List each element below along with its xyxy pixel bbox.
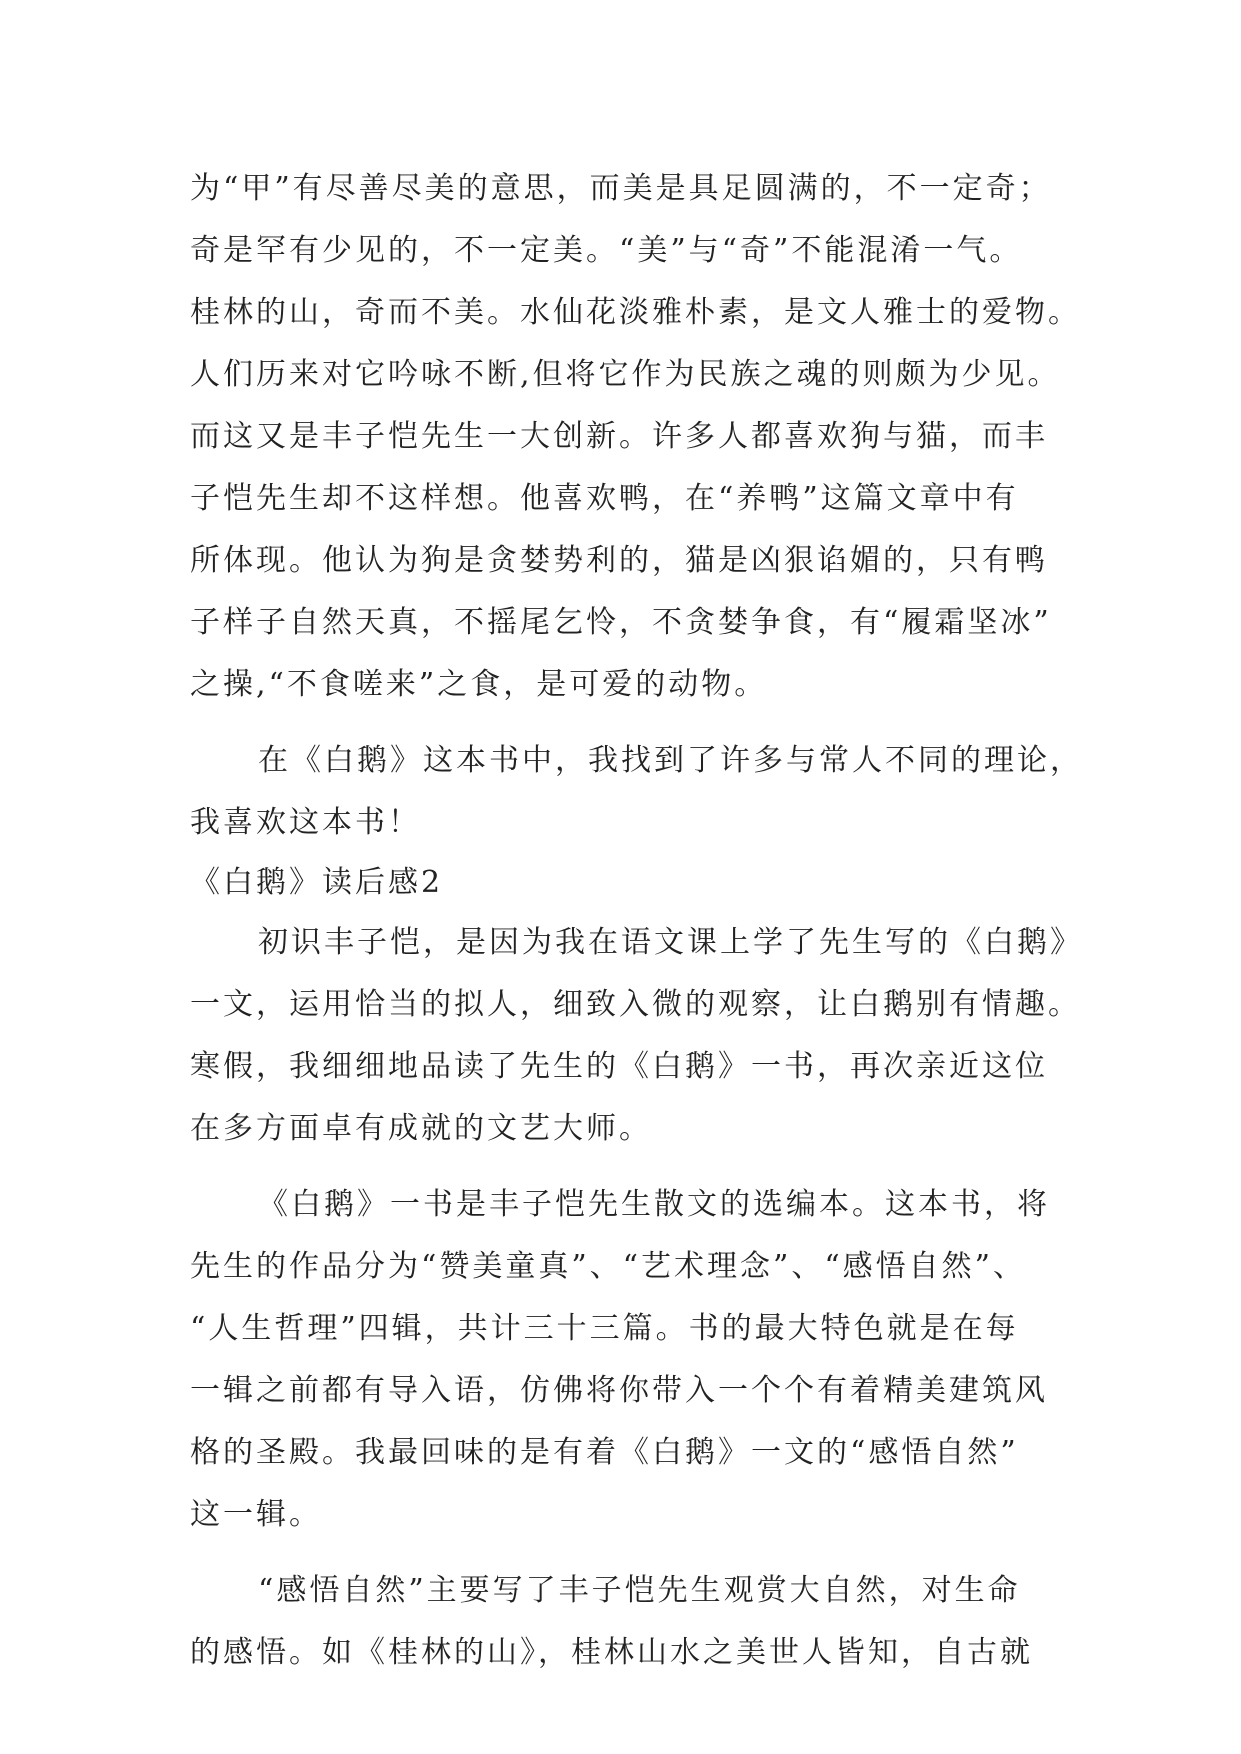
- text-line: 在《白鹅》这本书中，我找到了许多与常人不同的理论，: [258, 743, 1083, 778]
- text-line: 之操,“不食嗟来”之食，是可爱的动物。: [190, 667, 768, 702]
- text-line: 为“甲”有尽善尽美的意思，而美是具足圆满的，不一定奇；: [190, 171, 1052, 206]
- text-line: 《白鹅》一书是丰子恺先生散文的选编本。这本书，将: [258, 1187, 1050, 1222]
- text-line: 一辑之前都有导入语，仿佛将你带入一个个有着精美建筑风: [190, 1373, 1048, 1408]
- document-body: [190, 158, 1083, 1684]
- paragraph-gap: [190, 1546, 1070, 1560]
- text-line: 我喜欢这本书！: [190, 805, 421, 840]
- paragraph-gap: [190, 1160, 1070, 1174]
- text-line: 奇是罕有少见的，不一定美。“美”与“奇”不能混淆一气。: [190, 233, 1023, 268]
- text-line: 人们历来对它吟咏不断,但将它作为民族之魂的则颇为少见。: [190, 357, 1061, 392]
- text-line: 寒假，我细细地品读了先生的《白鹅》一书，再次亲近这位: [190, 1049, 1048, 1084]
- text-line: 格的圣殿。我最回味的是有着《白鹅》一文的“感悟自然”: [190, 1435, 1019, 1470]
- paragraph-gap: [190, 716, 1070, 730]
- text-line: 子样子自然天真，不摇尾乞怜，不贪婪争食，有“履霜坚冰”: [190, 605, 1052, 640]
- text-line: 在多方面卓有成就的文艺大师。: [190, 1111, 652, 1146]
- text-line: “感悟自然”主要写了丰子恺先生观赏大自然，对生命: [258, 1573, 1021, 1608]
- text-line: 而这又是丰子恺先生一大创新。许多人都喜欢狗与猫，而丰: [190, 419, 1048, 454]
- text-line: 的感悟。如《桂林的山》，桂林山水之美世人皆知，自古就: [190, 1635, 1033, 1670]
- text-line: 一文，运用恰当的拟人，细致入微的观察，让白鹅别有情趣。: [190, 987, 1081, 1022]
- text-line: 桂林的山，奇而不美。水仙花淡雅朴素，是文人雅士的爱物。: [190, 295, 1081, 330]
- text-line: 先生的作品分为“赞美童真”、“艺术理念”、“感悟自然”、: [190, 1249, 1027, 1284]
- text-line: 子恺先生却不这样想。他喜欢鸭，在“养鸭”这篇文章中有: [190, 481, 1019, 516]
- text-line: 所体现。他认为狗是贪婪势利的，猫是凶狠谄媚的，只有鸭: [190, 543, 1048, 578]
- text-line: 这一辑。: [190, 1497, 322, 1532]
- text-line: “人生哲理”四辑，共计三十三篇。书的最大特色就是在每: [190, 1311, 1019, 1346]
- section-heading: 《白鹅》读后感2: [190, 865, 444, 900]
- text-line: 初识丰子恺，是因为我在语文课上学了先生写的《白鹅》: [258, 925, 1083, 960]
